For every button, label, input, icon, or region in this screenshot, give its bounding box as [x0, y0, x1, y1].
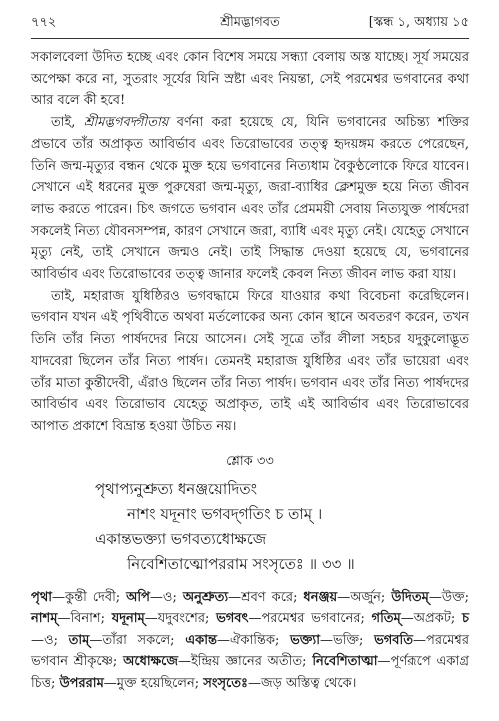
gloss-word: অধোক্ষজে — [123, 654, 179, 670]
verse-line-2: নাশং যদূনাং ভগবদ্‌গতিং চ তাম্‌ । — [127, 504, 323, 523]
verse-line-4: নিবেশিতাত্মোপররাম সংসৃতেঃ ॥ ৩৩ ॥ — [127, 554, 355, 573]
header-rule — [31, 38, 469, 39]
running-header — [31, 8, 469, 38]
gloss-word: সংসৃতেঃ — [203, 676, 248, 692]
paragraph-2 — [31, 112, 469, 286]
gloss-word: ধনঞ্জয় — [303, 589, 338, 605]
gloss-meaning: —জড় অস্তিত্ব থেকে। — [247, 676, 357, 692]
gloss-word: ভগবতি — [374, 632, 413, 648]
gloss-meaning: —ও; — [149, 589, 183, 605]
gloss-meaning: —উক্ত; — [428, 589, 469, 605]
gloss-word: উদিতম্‌ — [391, 589, 429, 605]
gloss-meaning: —পরমেশ্বর ভগবানের; — [248, 611, 372, 627]
gloss-meaning: —পরমেশ্বর ভগবান শ্রীকৃষ্ণে; — [31, 632, 469, 670]
gloss-word: চ — [461, 611, 469, 627]
verse — [31, 477, 469, 577]
scripture-title: শ্রীমদ্ভগবদ্গীতায় — [83, 115, 169, 131]
gloss-meaning: —মুক্ত হয়েছিলেন; — [103, 676, 204, 692]
gloss-word: উপররাম — [59, 676, 104, 692]
verse-line-3: একান্তভক্ত্যা ভগবত্যধোক্ষজে — [95, 529, 267, 548]
section-reference: [স্কন্ধ ১, অধ্যায় ১৫ — [368, 15, 469, 30]
gloss-word: পৃথা — [31, 589, 53, 605]
paragraph-1: সকালবেলা উদিত হচ্ছে এবং কোন বিশেষ সময়ে সন্ধ্যা বেলায় অস্ত যাচ্ছে। সূর্য সময়ের অপেক্ষা করে না, সুতরাং সূর্যের যিনি স্রষ্টা এবং নিয়ন্তা, সেই পরমেশ্বর ভগবানের কথা আর বলে কী হবে! — [31, 50, 469, 109]
verse-label: শ্লোক ৩৩ — [226, 453, 274, 469]
gloss-meaning: —কুন্তী দেবী; — [52, 589, 127, 605]
gloss-word: নাশম্‌ — [31, 611, 58, 627]
gloss-meaning: —ভক্তি; — [319, 632, 375, 648]
page-number: ৭৭২ — [31, 15, 57, 30]
gloss-meaning: —যদুবংশের; — [144, 611, 217, 627]
gloss-word: যদূনাম্‌ — [111, 611, 145, 627]
gloss-word: ভগবৎ — [216, 611, 249, 627]
gloss-word: অনুশ্রুত্য — [182, 589, 229, 605]
purport-text — [31, 47, 469, 438]
gloss-meaning: —তাঁরা সকলে; — [89, 632, 186, 648]
gloss-word: নিবেশিতাত্মা — [312, 654, 378, 670]
gloss-meaning: —পূর্ণরূপে একাগ্র চিত্ত; — [31, 654, 469, 692]
gloss-word: একান্ত — [185, 632, 217, 648]
paragraph-2-start: তাই, — [51, 115, 84, 131]
gloss-meaning: —ইন্দ্রিয় জ্ঞানের অতীত; — [178, 654, 313, 670]
gloss-word: গতিম্‌ — [371, 611, 401, 627]
gloss-meaning: —ও; — [31, 632, 69, 648]
gloss-meaning: —ঐকান্তিক; — [216, 632, 291, 648]
page — [0, 8, 499, 721]
verse-line-1: পৃথাপ্যনুশ্রুত্য ধনঞ্জয়োদিতং — [95, 479, 258, 498]
word-for-word-synonyms — [31, 587, 469, 695]
gloss-meaning: —শ্রবণ করে; — [228, 589, 304, 605]
gloss-meaning: —বিনাশ; — [57, 611, 112, 627]
gloss-word: ভক্ত্যা — [290, 632, 320, 648]
gloss-meaning: —অর্জুন; — [337, 589, 392, 605]
gloss-word: অপি — [126, 589, 150, 605]
paragraph-3: তাই, মহারাজ যুধিষ্ঠিরও ভগবদ্ধামে ফিরে যাওয়ার কথা বিবেচনা করেছিলেন। ভগবান যখন এই পৃথিবীতে অথবা মর্তলোকের অন্য কোন স্থানে অবতরণ করেন, তখন তিনি তাঁর নিত্য পার্ষদদের নিয়ে আসেন। সেই সূত্রে তাঁর লীলা সহচর যদুকুলোদ্ভূত যাদবেরা ছিলেন তাঁর নিত্য পার্ষদ। তেমনই মহারাজ যুধিষ্ঠির এবং তাঁর ভায়েরা এবং তাঁর মাতা কুন্তীদেবী, এঁরাও ছিলেন তাঁর নিত্য পার্ষদ। ভগবান এবং তাঁর নিত্য পার্ষদদের আবির্ভাব এবং তিরোভাব যেহেতু অপ্রাকৃত, তাই এই আবির্ভাব এবং তিরোভাবের আপাত প্রকাশে বিভ্রান্ত হওয়া উচিত নয়। — [31, 288, 469, 434]
gloss-word: তাম্‌ — [68, 632, 90, 648]
paragraph-2-rest: বর্ণনা করা হয়েছে যে, যিনি ভগবানের অচিন্ত্য শক্তির প্রভাবে তাঁর অপ্রাকৃত আবির্ভাব এবং তিরোভাবের তত্ত্ব হৃদয়ঙ্গম করতে পেরেছেন, তিনি জন্ম-মৃত্যুর বন্ধন থেকে মুক্ত হয়ে ভগবানের নিত্যধাম বৈকুণ্ঠলোকে ফিরে যাবেন। সেখানে এই ধরনের মুক্ত পুরুষেরা জন্ম-মৃত্যু, জরা-ব্যাধির ক্লেশমুক্ত হয়ে নিত্য জীবন লাভ করতে পারেন। চিৎ জগতে ভগবান এবং তাঁর প্রেমময়ী সেবায় নিত্যযুক্ত পার্ষদেরা সকলেই নিত্য যৌবনসম্পন্ন, কারণ সেখানে জরা, ব্যাধি এবং মৃত্যু নেই। যেহেতু সেখানে মৃত্যু নেই, তাই সেখানে জন্মও নেই। তাই সিদ্ধান্ত দেওয়া হয়েছে যে, ভগবানের আবির্ভাব এবং তিরোভাবের তত্ত্ব জানার ফলেই কেবল নিত্য জীবন লাভ করা যায়। — [31, 115, 469, 283]
gloss-meaning: —অপ্রকট; — [400, 611, 462, 627]
book-title: শ্রীমদ্ভাগবত — [220, 15, 280, 30]
